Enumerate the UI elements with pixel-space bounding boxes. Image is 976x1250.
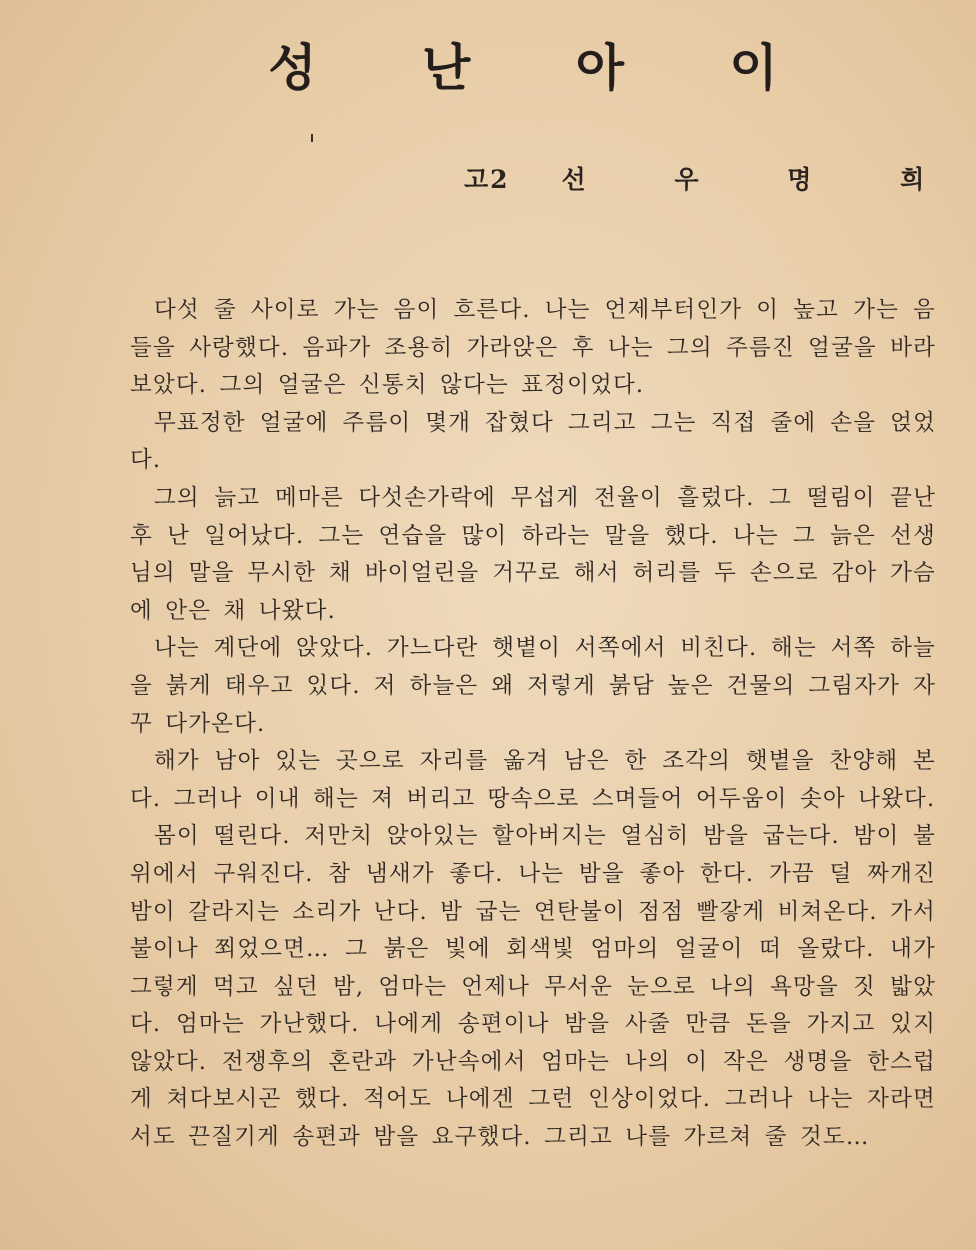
ink-mark [311,134,313,142]
paragraph: 나는 계단에 앉았다. 가느다란 햇볕이 서쪽에서 비친다. 해는 서쪽 하늘을 붉게 태우고 있다. 저 하늘은 왜 저렇게 붉담 높은 건물의 그림자가 자꾸 다가온다. [130,635,936,737]
article-body [130,292,936,1157]
page-title: 성 난 아 이 [268,38,822,97]
paragraph: 다섯 줄 사이로 가는 음이 흐른다. 나는 언제부터인가 이 높고 가는 음들을 사랑했다. 음파가 조용히 가라앉은 후 나는 그의 주름진 얼굴을 바라 보았다. 그의 얼굴은 신통치 않다는 표정이었다. [130,297,936,399]
author-name: 선 우 명 희 [561,165,965,194]
byline [464,160,964,196]
paragraph: 무표정한 얼굴에 주름이 몇개 잡혔다 그리고 그는 직접 줄에 손을 얹었다. [130,409,936,474]
author-grade: 고2 [464,165,510,194]
paragraph: 해가 남아 있는 곳으로 자리를 옮겨 남은 한 조각의 햇볕을 찬양해 본다. 그러나 이내 해는 져 버리고 땅속으로 스며들어 어두움이 솟아 나왔다. [130,748,936,812]
paragraph: 몸이 떨린다. 저만치 앉아있는 할아버지는 열심히 밤을 굽는다. 밤이 불 위에서 구워진다. 참 냄새가 좋다. 나는 밤을 좋아 한다. 가끔 덜 짜개진 밤이 갈라지는 소리가 난다. 밤 굽는 연탄불이 점점 빨갛게 비쳐온다. 가서 불이나 쬐었으면… 그 붉은 빛에 회색빛 엄마의 얼굴이 떠 올랐다. 내가 그렇게 먹고 싶던 밤, 엄마는 언제나 무서운 눈으로 나의 욕망을 짓 밟았다. 엄마는 가난했다. 나에게 송편이나 밤을 사줄 만큼 돈을 가지고 있지 않았다. 전쟁후의 혼란과 가난속에서 엄마는 나의 이 작은 생명을 한스럽게 쳐다보시곤 했다. 적어도 나에겐 그런 인상이었다. 그러나 나는 자라면서도 끈질기게 송편과 밤을 요구했다. 그리고 나를 가르쳐 줄 것도… [130,823,936,1151]
paragraph: 그의 늙고 메마른 다섯손가락에 무섭게 전율이 흘렀다. 그 떨림이 끝난후 난 일어났다. 그는 연습을 많이 하라는 말을 했다. 나는 그 늙은 선생님의 말을 무시한 채 바이얼린을 거꾸로 해서 허리를 두 손으로 감아 가슴에 안은 채 나왔다. [130,484,936,624]
